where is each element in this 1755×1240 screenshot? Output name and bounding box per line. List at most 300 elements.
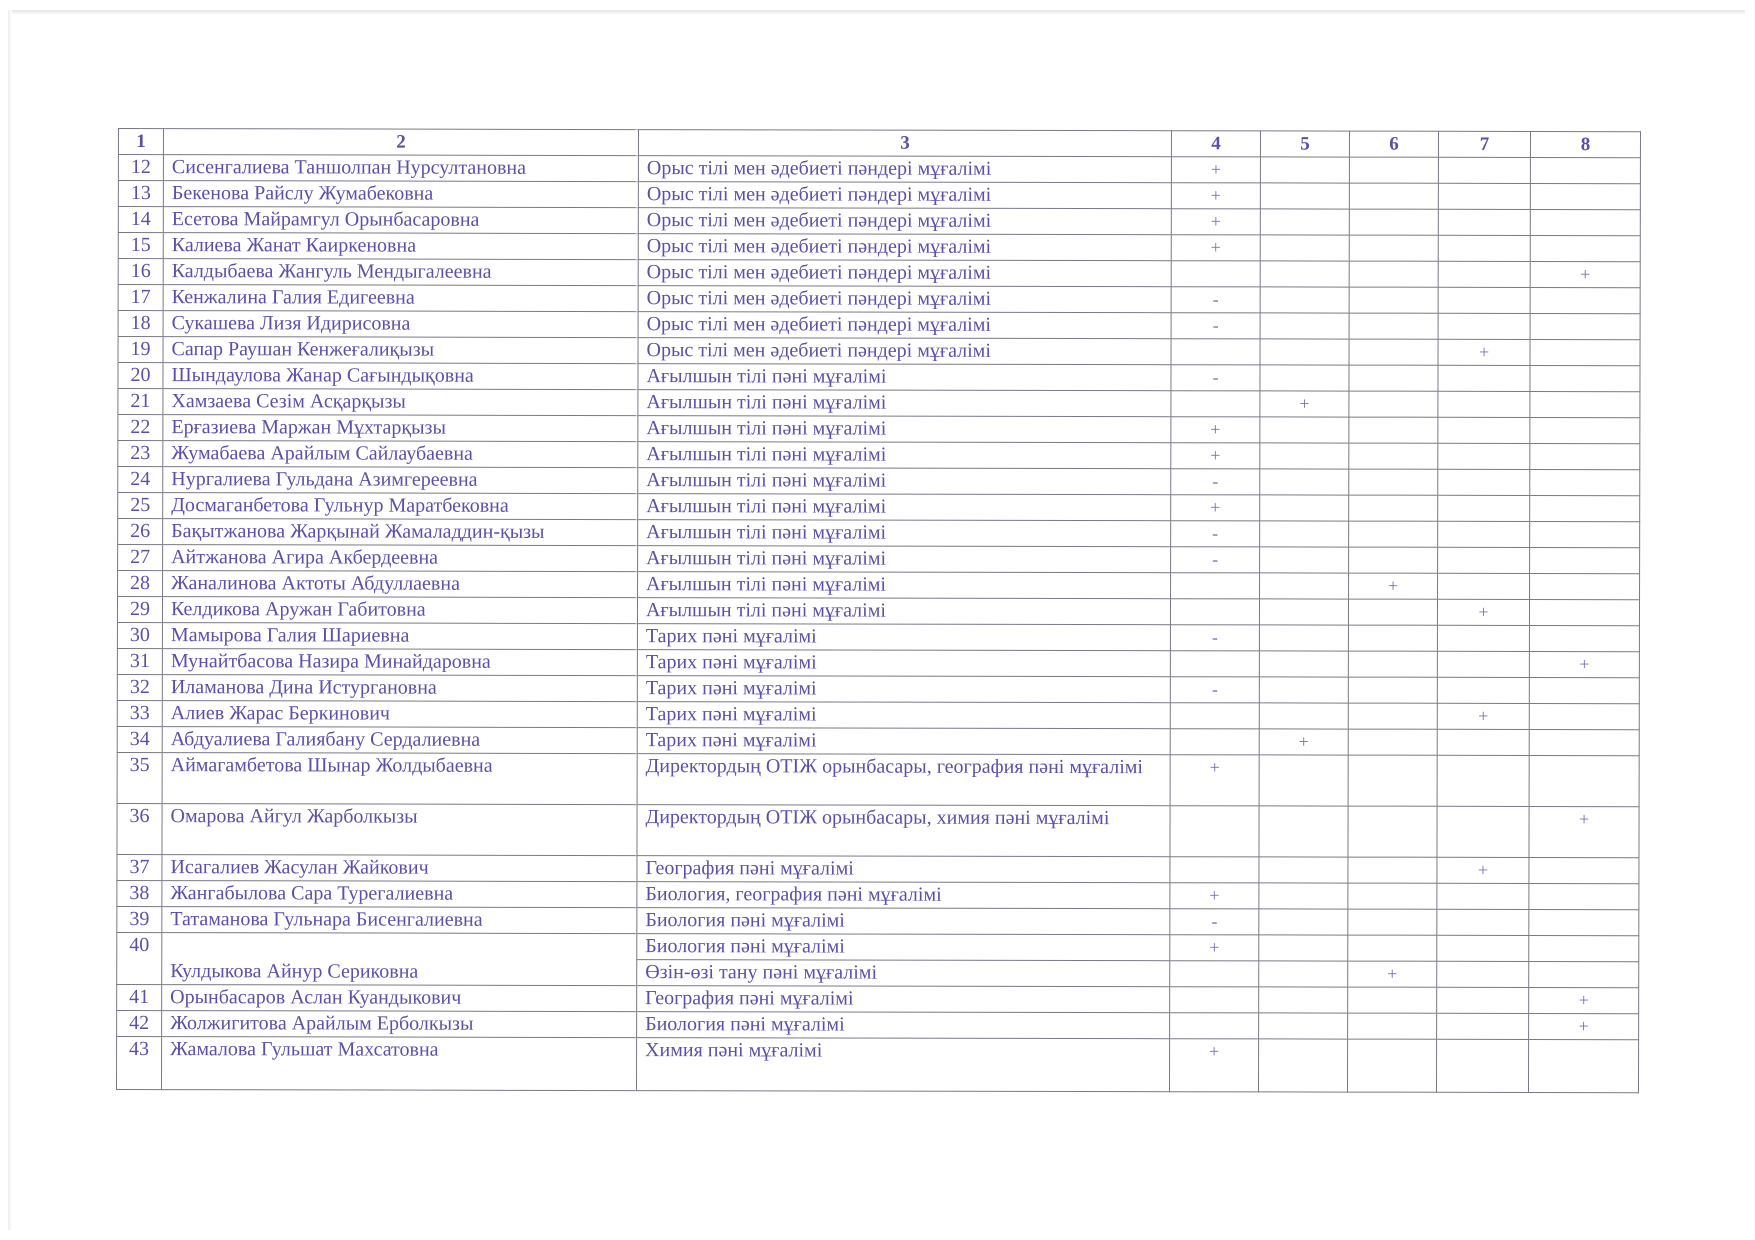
teacher-name: Жамалова Гульшат Махсатовна <box>161 1037 636 1091</box>
mark-5: + <box>1260 391 1349 417</box>
position-cell: Орыс тілі мен әдебиеті пәндері мұғалімі <box>638 312 1171 339</box>
mark-8: + <box>1529 806 1639 857</box>
header-cell: 3 <box>638 130 1171 157</box>
mark-5 <box>1259 1013 1348 1039</box>
mark-7 <box>1436 1039 1528 1092</box>
position-cell: Ағылшын тілі пәні мұғалімі <box>638 468 1171 495</box>
mark-5 <box>1259 599 1348 625</box>
row-number: 14 <box>118 207 163 233</box>
position-cell: Тарих пәні мұғалімі <box>637 702 1170 729</box>
mark-6 <box>1348 703 1437 729</box>
header-cell: 6 <box>1349 131 1438 157</box>
table-row <box>118 285 1640 314</box>
row-number: 23 <box>118 441 163 467</box>
row-number: 20 <box>118 363 163 389</box>
mark-6 <box>1347 1039 1436 1092</box>
mark-7 <box>1438 521 1530 547</box>
row-number: 22 <box>118 415 163 441</box>
table-row <box>118 259 1640 288</box>
table-row <box>118 493 1640 522</box>
mark-8 <box>1530 417 1640 443</box>
mark-5 <box>1259 909 1348 935</box>
header-row <box>118 129 1640 158</box>
teacher-name: Мамырова Галия Шариевна <box>162 623 637 650</box>
table-row <box>118 363 1640 392</box>
mark-4 <box>1170 806 1259 857</box>
mark-5 <box>1260 339 1349 365</box>
mark-7 <box>1438 443 1530 469</box>
mark-8: + <box>1529 651 1639 677</box>
teacher-name: Сисенгалиева Таншолпан Нурсултановна <box>163 155 638 182</box>
mark-4 <box>1171 339 1260 365</box>
position-cell: Орыс тілі мен әдебиеті пәндері мұғалімі <box>638 156 1171 183</box>
table-row <box>117 906 1639 935</box>
mark-5 <box>1260 547 1349 573</box>
mark-4: + <box>1170 755 1259 806</box>
mark-8 <box>1529 935 1639 961</box>
position-cell: Директордың ОТІЖ орынбасары, химия пәні мұғалімі <box>637 805 1170 857</box>
table-row <box>118 519 1640 548</box>
header-cell: 4 <box>1171 131 1260 157</box>
table-row <box>118 389 1640 418</box>
row-number: 38 <box>117 880 162 906</box>
mark-8 <box>1530 495 1640 521</box>
mark-4: - <box>1170 677 1259 703</box>
mark-5 <box>1259 883 1348 909</box>
mark-4: + <box>1171 157 1260 183</box>
mark-4: + <box>1171 443 1260 469</box>
table-row <box>118 181 1640 210</box>
row-number: 29 <box>117 597 162 623</box>
mark-8 <box>1530 365 1640 391</box>
mark-7 <box>1438 391 1530 417</box>
table-row <box>118 415 1640 444</box>
table-row <box>117 622 1639 651</box>
mark-4: + <box>1171 417 1260 443</box>
mark-6 <box>1348 883 1437 909</box>
mark-7 <box>1437 729 1529 755</box>
mark-6 <box>1349 235 1438 261</box>
mark-8 <box>1530 339 1640 365</box>
row-number: 25 <box>118 493 163 519</box>
scan-edge-left <box>8 10 12 1230</box>
table-row <box>117 648 1639 677</box>
table-row <box>118 155 1640 184</box>
teacher-name: Жолжигитова Арайлым Ерболкызы <box>162 1011 637 1038</box>
teacher-name: Есетова Майрамгул Орынбасаровна <box>163 207 638 234</box>
table-row <box>117 880 1639 909</box>
scan-edge-top <box>10 10 1745 15</box>
mark-4: + <box>1171 495 1260 521</box>
row-number: 26 <box>118 519 163 545</box>
table-row <box>117 674 1639 703</box>
teacher-name: Алиев Жарас Беркинович <box>162 701 637 728</box>
mark-8 <box>1529 729 1639 755</box>
position-cell: Тарих пәні мұғалімі <box>637 650 1170 677</box>
mark-4 <box>1170 599 1259 625</box>
mark-6 <box>1348 909 1437 935</box>
mark-6 <box>1348 677 1437 703</box>
mark-5 <box>1259 755 1348 806</box>
mark-5 <box>1260 157 1349 183</box>
teacher-name: Абдуалиева Галиябану Сердалиевна <box>162 727 637 754</box>
mark-4: + <box>1170 935 1259 961</box>
mark-6 <box>1348 1013 1437 1039</box>
row-number: 40 <box>117 932 162 984</box>
mark-5 <box>1259 625 1348 651</box>
table-row <box>118 207 1640 236</box>
mark-8 <box>1530 235 1640 261</box>
table-row <box>118 571 1640 600</box>
mark-8 <box>1530 469 1640 495</box>
teacher-name: Жаналинова Актоты Абдуллаевна <box>163 571 638 598</box>
row-number: 39 <box>117 906 162 932</box>
mark-4 <box>1170 729 1259 755</box>
mark-6 <box>1349 521 1438 547</box>
row-number: 33 <box>117 700 162 726</box>
mark-6 <box>1348 806 1437 857</box>
mark-6 <box>1348 935 1437 961</box>
position-cell: Биология, география пәні мұғалімі <box>637 882 1170 909</box>
table-row <box>117 932 1639 961</box>
mark-7 <box>1437 755 1529 806</box>
teacher-name: Сапар Раушан Кенжеғалиқызы <box>163 337 638 364</box>
mark-7: + <box>1438 339 1530 365</box>
mark-4: + <box>1170 883 1259 909</box>
mark-8 <box>1530 313 1640 339</box>
row-number: 28 <box>118 571 163 597</box>
row-number: 37 <box>117 854 162 880</box>
mark-4: - <box>1171 521 1260 547</box>
mark-6 <box>1349 261 1438 287</box>
mark-8: + <box>1530 261 1640 287</box>
mark-6 <box>1349 443 1438 469</box>
row-number: 36 <box>117 803 162 854</box>
mark-6 <box>1348 625 1437 651</box>
mark-5 <box>1260 469 1349 495</box>
row-number: 18 <box>118 311 163 337</box>
mark-6 <box>1348 651 1437 677</box>
row-number: 31 <box>117 648 162 674</box>
mark-6 <box>1349 469 1438 495</box>
mark-7 <box>1438 573 1530 599</box>
teacher-name: Досмаганбетова Гульнур Маратбековна <box>163 493 638 520</box>
mark-6 <box>1349 339 1438 365</box>
teacher-name: Татаманова Гульнара Бисенгалиевна <box>162 907 637 934</box>
mark-4 <box>1170 651 1259 677</box>
mark-6 <box>1349 547 1438 573</box>
mark-4: - <box>1171 547 1260 573</box>
mark-8 <box>1529 755 1639 806</box>
mark-5 <box>1260 365 1349 391</box>
mark-8 <box>1529 909 1639 935</box>
table-row <box>118 441 1640 470</box>
mark-7 <box>1437 987 1529 1013</box>
mark-4 <box>1170 703 1259 729</box>
row-number: 12 <box>118 155 163 181</box>
mark-7 <box>1438 365 1530 391</box>
mark-4 <box>1171 261 1260 287</box>
mark-5 <box>1259 806 1348 857</box>
mark-7: + <box>1437 857 1529 883</box>
mark-8 <box>1529 677 1639 703</box>
mark-7 <box>1438 547 1530 573</box>
table-row <box>117 752 1639 806</box>
position-cell: Орыс тілі мен әдебиеті пәндері мұғалімі <box>638 286 1171 313</box>
mark-8 <box>1530 391 1640 417</box>
mark-6 <box>1349 209 1438 235</box>
table-row <box>117 803 1639 857</box>
mark-7 <box>1437 1013 1529 1039</box>
row-number: 35 <box>117 752 162 803</box>
mark-4 <box>1170 961 1259 987</box>
mark-8: + <box>1529 1013 1639 1039</box>
mark-8 <box>1528 1039 1638 1092</box>
position-cell: Тарих пәні мұғалімі <box>637 624 1170 651</box>
mark-8 <box>1529 625 1639 651</box>
mark-6 <box>1348 599 1437 625</box>
position-cell: Ағылшын тілі пәні мұғалімі <box>638 390 1171 417</box>
position-cell: Орыс тілі мен әдебиеті пәндері мұғалімі <box>638 182 1171 209</box>
mark-8 <box>1530 443 1640 469</box>
mark-4 <box>1170 987 1259 1013</box>
mark-7 <box>1438 287 1530 313</box>
mark-5: + <box>1259 729 1348 755</box>
mark-8 <box>1530 209 1640 235</box>
position-cell: Ағылшын тілі пәні мұғалімі <box>638 416 1171 443</box>
mark-7 <box>1438 469 1530 495</box>
mark-5 <box>1259 857 1348 883</box>
mark-8 <box>1530 521 1640 547</box>
teacher-name: Жумабаева Арайлым Сайлаубаевна <box>163 441 638 468</box>
row-number: 27 <box>118 545 163 571</box>
table-row <box>118 337 1640 366</box>
teacher-name: Хамзаева Сезім Асқарқызы <box>163 389 638 416</box>
row-number: 13 <box>118 181 163 207</box>
mark-6 <box>1348 987 1437 1013</box>
teacher-name: Мунайтбасова Назира Минайдаровна <box>162 649 637 676</box>
mark-6: + <box>1348 961 1437 987</box>
mark-6: + <box>1349 573 1438 599</box>
position-cell: Ағылшын тілі пәні мұғалімі <box>638 546 1171 573</box>
position-cell: География пәні мұғалімі <box>637 986 1170 1013</box>
table-row <box>117 700 1639 729</box>
teacher-name: Шындаулова Жанар Сағындықовна <box>163 363 638 390</box>
row-number: 32 <box>117 674 162 700</box>
mark-7 <box>1437 677 1529 703</box>
mark-5 <box>1260 417 1349 443</box>
position-cell: Тарих пәні мұғалімі <box>637 728 1170 755</box>
table-row <box>118 311 1640 340</box>
mark-6 <box>1349 183 1438 209</box>
mark-5 <box>1260 209 1349 235</box>
mark-4: - <box>1171 287 1260 313</box>
mark-4 <box>1171 573 1260 599</box>
mark-7 <box>1438 261 1530 287</box>
header-cell: 1 <box>118 129 163 155</box>
position-cell: Тарих пәні мұғалімі <box>637 676 1170 703</box>
mark-7 <box>1438 157 1530 183</box>
mark-7 <box>1437 806 1529 857</box>
position-cell: Ағылшын тілі пәні мұғалімі <box>638 364 1171 391</box>
mark-8 <box>1529 883 1639 909</box>
mark-6 <box>1349 417 1438 443</box>
teacher-name: Ерғазиева Маржан Мұхтарқызы <box>163 415 638 442</box>
position-cell: Ағылшын тілі пәні мұғалімі <box>637 598 1170 625</box>
mark-6 <box>1348 755 1437 806</box>
position-cell: Директордың ОТІЖ орынбасары, география пәні мұғалімі <box>637 754 1170 806</box>
row-number: 24 <box>118 467 163 493</box>
position-cell: Химия пәні мұғалімі <box>636 1038 1169 1092</box>
row-number: 16 <box>118 259 163 285</box>
mark-5 <box>1260 443 1349 469</box>
teachers-table <box>116 128 1641 1093</box>
row-number: 30 <box>117 622 162 648</box>
teacher-name: Кенжалина Галия Едигеевна <box>163 285 638 312</box>
mark-7 <box>1437 961 1529 987</box>
mark-8 <box>1529 599 1639 625</box>
mark-6 <box>1349 157 1438 183</box>
mark-5 <box>1260 261 1349 287</box>
row-number: 43 <box>116 1036 161 1089</box>
table-row <box>117 597 1639 626</box>
mark-7 <box>1438 417 1530 443</box>
mark-5 <box>1260 235 1349 261</box>
teacher-name: Калиева Жанат Каиркеновна <box>163 233 638 260</box>
mark-4: - <box>1171 469 1260 495</box>
row-number: 19 <box>118 337 163 363</box>
position-cell: Ағылшын тілі пәні мұғалімі <box>638 572 1171 599</box>
mark-7 <box>1438 313 1530 339</box>
mark-6 <box>1349 365 1438 391</box>
mark-5 <box>1260 183 1349 209</box>
row-number: 21 <box>118 389 163 415</box>
mark-5 <box>1259 677 1348 703</box>
table-row <box>117 726 1639 755</box>
mark-5 <box>1260 495 1349 521</box>
mark-4 <box>1171 391 1260 417</box>
header-cell: 7 <box>1438 131 1530 157</box>
position-cell: Орыс тілі мен әдебиеті пәндері мұғалімі <box>638 338 1171 365</box>
mark-4: - <box>1170 625 1259 651</box>
mark-5 <box>1260 521 1349 547</box>
mark-8 <box>1530 157 1640 183</box>
row-number: 34 <box>117 726 162 752</box>
position-cell: Өзін-өзі тану пәні мұғалімі <box>637 960 1170 987</box>
teacher-name: Бақытжанова Жарқынай Жамаладдин-қызы <box>163 519 638 546</box>
mark-4: - <box>1170 909 1259 935</box>
mark-7 <box>1438 235 1530 261</box>
teacher-name: Айтжанова Агира Акбердеевна <box>163 545 638 572</box>
position-cell: Орыс тілі мен әдебиеті пәндері мұғалімі <box>638 234 1171 261</box>
position-cell: Орыс тілі мен әдебиеті пәндері мұғалімі <box>638 208 1171 235</box>
position-cell: География пәні мұғалімі <box>637 856 1170 883</box>
mark-4: + <box>1171 209 1260 235</box>
row-number: 15 <box>118 233 163 259</box>
mark-8: + <box>1529 987 1639 1013</box>
table-row <box>116 1036 1638 1092</box>
mark-5 <box>1260 313 1349 339</box>
mark-7 <box>1438 495 1530 521</box>
table-row <box>117 1010 1639 1039</box>
mark-8 <box>1529 857 1639 883</box>
mark-4: - <box>1171 365 1260 391</box>
teacher-name: Омарова Айгул Жарболкызы <box>162 804 637 856</box>
mark-8 <box>1530 573 1640 599</box>
teacher-name: Жангабылова Сара Турегалиевна <box>162 881 637 908</box>
mark-5 <box>1259 935 1348 961</box>
position-cell: Биология пәні мұғалімі <box>637 1012 1170 1039</box>
teacher-name: Исагалиев Жасулан Жайкович <box>162 855 637 882</box>
teacher-name: Сукашева Лизя Идирисовна <box>163 311 638 338</box>
mark-7 <box>1438 183 1530 209</box>
row-number: 42 <box>117 1010 162 1036</box>
position-cell: Ағылшын тілі пәні мұғалімі <box>638 520 1171 547</box>
mark-4: + <box>1171 235 1260 261</box>
mark-4 <box>1170 857 1259 883</box>
mark-6 <box>1349 495 1438 521</box>
mark-7 <box>1437 651 1529 677</box>
mark-5 <box>1259 651 1348 677</box>
teacher-name: Калдыбаева Жангуль Мендыгалеевна <box>163 259 638 286</box>
mark-8 <box>1529 703 1639 729</box>
mark-5 <box>1259 987 1348 1013</box>
mark-5 <box>1259 703 1348 729</box>
row-number: 41 <box>117 984 162 1010</box>
mark-6 <box>1349 313 1438 339</box>
mark-6 <box>1349 391 1438 417</box>
table-row <box>118 233 1640 262</box>
mark-7 <box>1437 909 1529 935</box>
row-number: 17 <box>118 285 163 311</box>
header-cell: 8 <box>1530 131 1640 157</box>
header-cell: 5 <box>1260 131 1349 157</box>
teacher-name: Орынбасаров Аслан Куандыкович <box>162 985 637 1012</box>
teacher-name: Кулдыкова Айнур Сериковна <box>162 933 637 986</box>
mark-6 <box>1349 287 1438 313</box>
mark-6 <box>1348 857 1437 883</box>
mark-5 <box>1260 573 1349 599</box>
header-cell: 2 <box>163 129 638 156</box>
mark-7 <box>1437 625 1529 651</box>
position-cell: Биология пәні мұғалімі <box>637 934 1170 961</box>
mark-4: - <box>1171 313 1260 339</box>
teacher-name: Иламанова Дина Истургановна <box>162 675 637 702</box>
mark-5 <box>1258 1039 1347 1092</box>
teacher-name: Аймагамбетова Шынар Жолдыбаевна <box>162 753 637 805</box>
mark-7 <box>1438 209 1530 235</box>
table-row <box>117 854 1639 883</box>
mark-7: + <box>1437 703 1529 729</box>
mark-4 <box>1170 1013 1259 1039</box>
mark-5 <box>1259 961 1348 987</box>
mark-5 <box>1260 287 1349 313</box>
teacher-name: Келдикова Аружан Габитовна <box>162 597 637 624</box>
position-cell: Биология пәні мұғалімі <box>637 908 1170 935</box>
mark-8 <box>1530 547 1640 573</box>
teacher-name: Нургалиева Гульдана Азимгереевна <box>163 467 638 494</box>
mark-8 <box>1530 183 1640 209</box>
mark-8 <box>1529 961 1639 987</box>
position-cell: Орыс тілі мен әдебиеті пәндері мұғалімі <box>638 260 1171 287</box>
position-cell: Ағылшын тілі пәні мұғалімі <box>638 494 1171 521</box>
mark-6 <box>1348 729 1437 755</box>
mark-4: + <box>1169 1039 1258 1092</box>
mark-8 <box>1530 287 1640 313</box>
table-row <box>118 545 1640 574</box>
table-row <box>117 984 1639 1013</box>
position-cell: Ағылшын тілі пәні мұғалімі <box>638 442 1171 469</box>
